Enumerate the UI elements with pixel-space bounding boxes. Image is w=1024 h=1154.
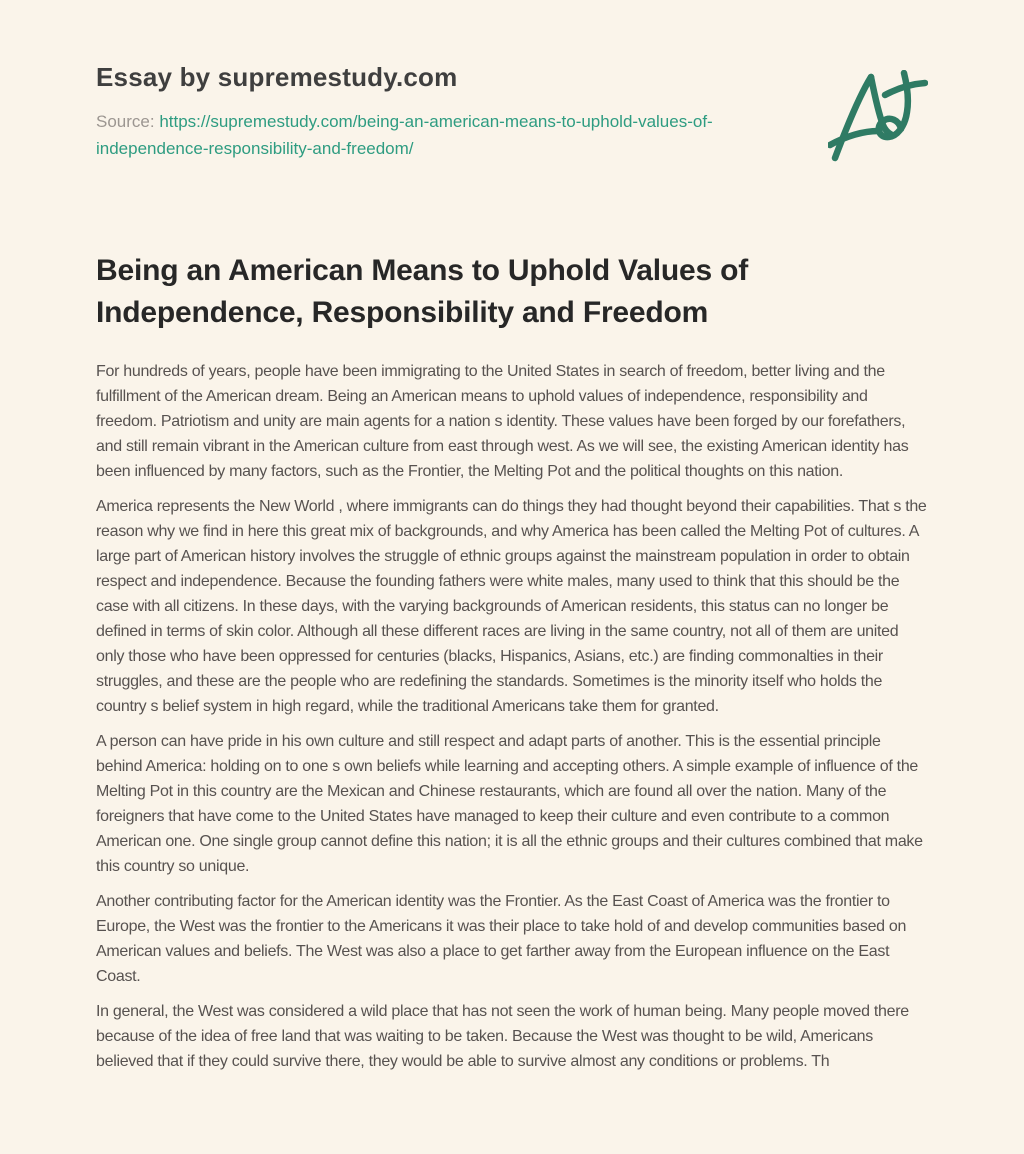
header-text-block — [96, 62, 728, 162]
site-title: Essay by supremestudy.com — [96, 62, 458, 92]
source-line — [96, 109, 728, 162]
essay-paragraph: Another contributing factor for the American identity was the Frontier. As the East Coast of America was the frontier to Europe, the West was the frontier to the Americans it was their place to take hold of and develop communities based on American values and beliefs. The West was also a place to get farther away from the European influence on the East Coast. — [96, 893, 907, 985]
essay-body — [96, 359, 928, 1074]
a-plus-logo-icon — [828, 70, 928, 164]
source-link[interactable]: https://supremestudy.com/being-an-american-means-to-uphold-values-of-independence-responsibility-and-freedom/ — [96, 112, 713, 158]
essay-paragraph: A person can have pride in his own culture and still respect and adapt parts of another. This is the essential principle behind America: holding on to one s own beliefs while learning and accepting others. A simple example of influence of the Melting Pot in this country are the Mexican and Chinese restaurants, which are found all over the nation. Many of the foreigners that have come to the United States have managed to keep their culture and even contribute to a common American one. One single group cannot define this nation; it is all the ethnic groups and their cultures combined that make this country so unique. — [96, 733, 923, 875]
essay-paragraph: For hundreds of years, people have been immigrating to the United States in search of freedom, better living and the fulfillment of the American dream. Being an American means to uphold values of independence, responsibility and freedom. Patriotism and unity are main agents for a nation s identity. These values have been forged by our forefathers, and still remain vibrant in the American culture from east through west. As we will see, the existing American identity has been influenced by many factors, such as the Frontier, the Melting Pot and the political thoughts on this nation. — [96, 363, 909, 480]
page-header — [96, 62, 928, 164]
source-label: Source: — [96, 112, 155, 132]
essay-title: Being an American Means to Uphold Values of Independence, Responsibility and Freedom — [96, 254, 749, 329]
essay-paragraph: America represents the New World , where immigrants can do things they had thought beyond their capabilities. That s the reason why we find in here this great mix of backgrounds, and why America has been called the Melting Pot of cultures. A large part of American history involves the struggle of ethnic groups against the mainstream population in order to obtain respect and independence. Because the founding fathers were white males, many used to think that this should be the case with all citizens. In these days, with the varying backgrounds of American residents, this status can no longer be defined in terms of skin color. Although all these different races are living in the same country, not all of them are united only those who have been oppressed for centuries (blacks, Hispanics, Asians, etc.) are finding commonalties in their struggles, and these are the people who are redefining the standards. Sometimes is the minority itself who holds the country s belief system in high regard, while the traditional Americans take them for granted. — [96, 498, 927, 715]
essay-paragraph: In general, the West was considered a wild place that has not seen the work of human being. Many people moved there because of the idea of free land that was waiting to be taken. Because the West was thought to be wild, Americans believed that if they could survive there, they would be able to survive almost any conditions or problems. Th — [96, 1003, 909, 1070]
